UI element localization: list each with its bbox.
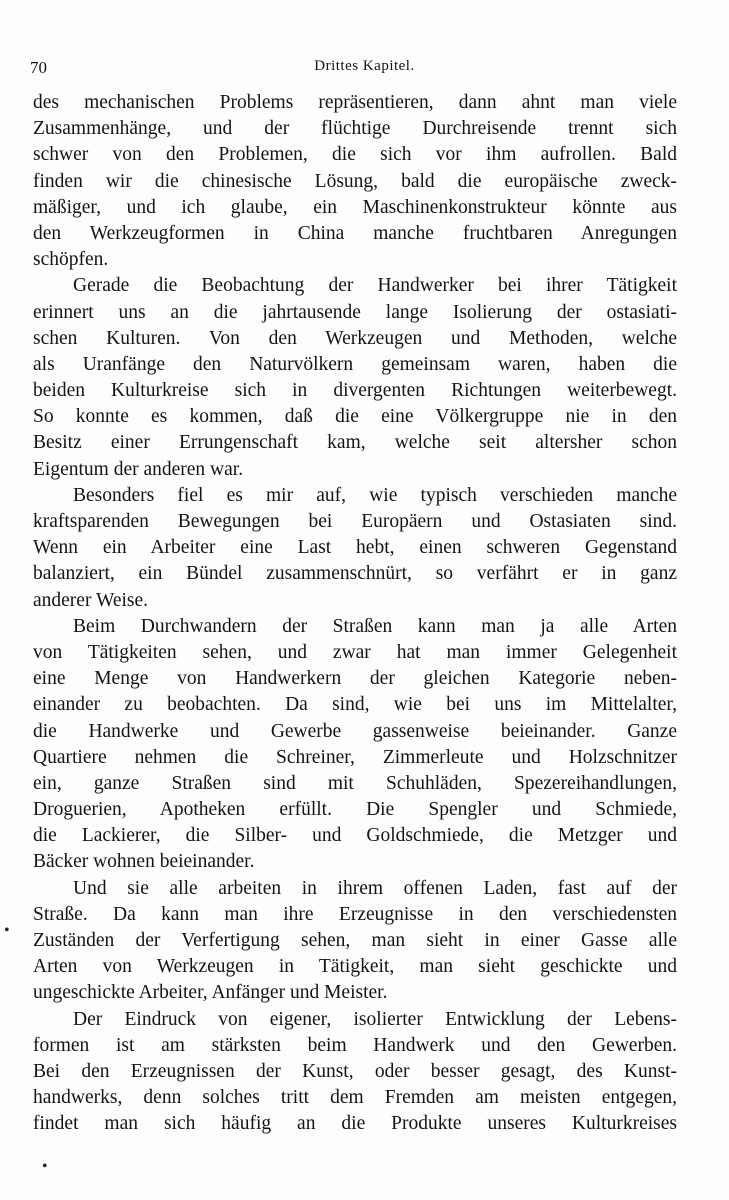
margin-dot: • — [4, 922, 10, 939]
paragraph — [33, 90, 677, 273]
text-line: Beim Durchwandern der Straßen kann man ja alle Arten — [73, 615, 677, 637]
text-line: von Tätigkeiten sehen, und zwar hat man immer Gelegenheit — [33, 641, 677, 663]
text-line: Und sie alle arbeiten in ihrem offenen Laden, fast auf der — [73, 877, 677, 899]
page-header — [30, 58, 699, 82]
text-line: als Uranfänge den Naturvölkern gemeinsam waren, haben die — [33, 353, 677, 375]
text-line: die Lackierer, die Silber- und Goldschmiede, die Metzger und — [33, 825, 677, 847]
page-number: 70 — [30, 58, 47, 77]
text-line: Arten von Werkzeugen in Tätigkeit, man sieht geschickte und — [33, 956, 677, 978]
paragraph — [33, 273, 677, 483]
paragraph — [33, 876, 677, 1007]
text-line: Eigentum der anderen war. — [33, 458, 244, 480]
text-line: Besonders fiel es mir auf, wie typisch verschieden manche — [73, 484, 677, 506]
text-line: beiden Kulturkreise sich in divergenten Richtungen weiterbewegt. — [33, 380, 677, 402]
text-line: den Werkzeugformen in China manche fruchtbaren Anregungen — [33, 222, 677, 244]
paragraph — [33, 1007, 677, 1138]
text-line: Quartiere nehmen die Schreiner, Zimmerleute und Holzschnitzer — [33, 746, 677, 768]
text-line: Gerade die Beobachtung der Handwerker bei ihrer Tätigkeit — [73, 275, 677, 297]
text-line: schöpfen. — [33, 249, 109, 271]
text-line: formen ist am stärksten beim Handwerk und den Gewerben. — [33, 1034, 677, 1056]
paragraph — [33, 614, 677, 876]
margin-dot: • — [42, 1158, 48, 1175]
body-text — [33, 90, 677, 1138]
text-line: ungeschickte Arbeiter, Anfänger und Meister. — [33, 982, 388, 1004]
text-line: Zuständen der Verfertigung sehen, man sieht in einer Gasse alle — [33, 930, 677, 951]
text-line: Droguerien, Apotheken erfüllt. Die Spengler und Schmiede, — [33, 799, 677, 821]
running-title: Drittes Kapitel. — [314, 58, 415, 74]
text-line: So konnte es kommen, daß die eine Völkergruppe nie in den — [33, 406, 677, 428]
text-line: Der Eindruck von eigener, isolierter Entwicklung der Lebens- — [73, 1008, 677, 1030]
text-line: handwerks, denn solches tritt dem Fremden am meisten entgegen, — [33, 1087, 677, 1109]
text-line: Wenn ein Arbeiter eine Last hebt, einen schweren Gegenstand — [33, 537, 677, 559]
text-line: anderer Weise. — [33, 589, 149, 611]
text-line: findet man sich häufig an die Produkte unseres Kulturkreises — [33, 1113, 677, 1135]
text-line: die Handwerke und Gewerbe gassenweise beieinander. Ganze — [33, 720, 677, 742]
text-line: kraftsparenden Bewegungen bei Europäern und Ostasiaten sind. — [33, 511, 677, 532]
paragraph — [33, 483, 677, 614]
text-line: mäßiger, und ich glaube, ein Maschinenkonstrukteur könnte aus — [33, 196, 677, 218]
text-line: Bei den Erzeugnissen der Kunst, oder besser gesagt, des Kunst- — [33, 1060, 677, 1082]
text-line: finden wir die chinesische Lösung, bald die europäische zweck- — [33, 170, 677, 192]
text-line: balanziert, ein Bündel zusammenschnürt, so verfährt er in ganz — [33, 563, 677, 585]
text-line: erinnert uns an die jahrtausende lange Isolierung der ostasiati- — [33, 301, 677, 323]
text-line: schen Kulturen. Von den Werkzeugen und Methoden, welche — [33, 327, 677, 349]
text-line: schwer von den Problemen, die sich vor ihm aufrollen. Bald — [33, 144, 677, 166]
text-line: des mechanischen Problems repräsentieren, dann ahnt man viele — [33, 92, 677, 113]
text-line: eine Menge von Handwerkern der gleichen Kategorie neben- — [33, 668, 677, 690]
text-line: Bäcker wohnen beieinander. — [33, 851, 255, 873]
text-line: Zusammenhänge, und der flüchtige Durchreisende trennt sich — [33, 118, 677, 140]
text-line: Besitz einer Errungenschaft kam, welche seit altersher schon — [33, 432, 677, 454]
text-line: ein, ganze Straßen sind mit Schuhläden, Spezereihandlungen, — [33, 772, 677, 794]
text-line: einander zu beobachten. Da sind, wie bei uns im Mittelalter, — [33, 694, 677, 716]
text-line: Straße. Da kann man ihre Erzeugnisse in den verschiedensten — [33, 903, 677, 925]
